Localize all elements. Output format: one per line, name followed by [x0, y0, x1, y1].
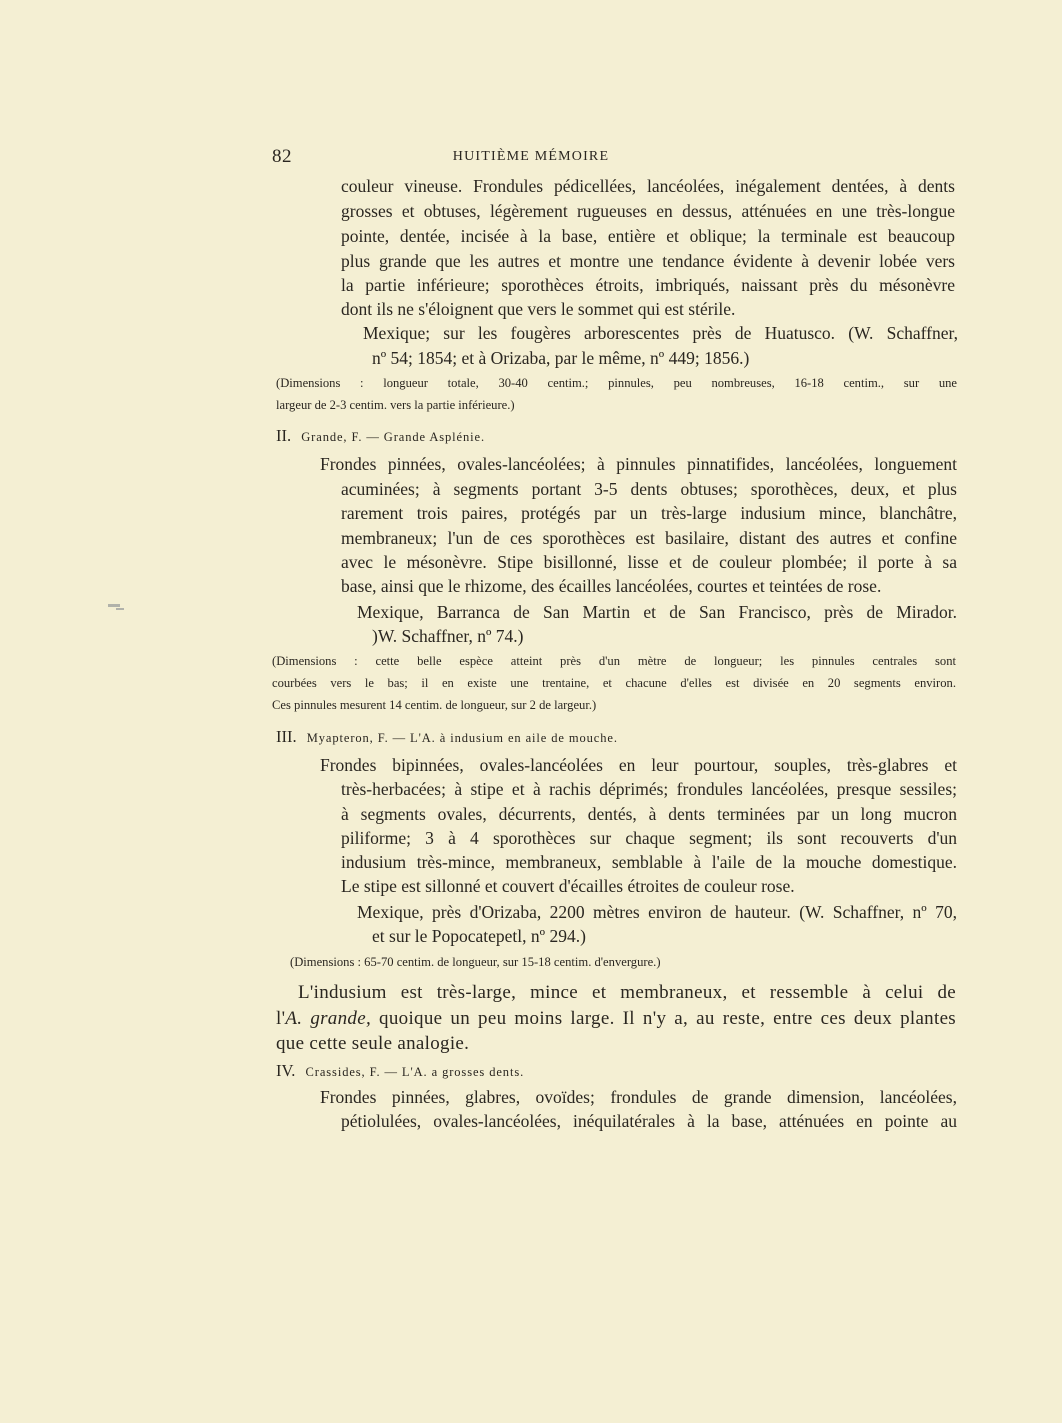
text-line: Frondes pinnées, ovales-lancéolées; à pinnules pinnatifides, lancéolées, longuement	[320, 456, 957, 474]
dimensions-note: (Dimensions : longueur totale, 30-40 centim.; pinnules, peu nombreuses, 16-18 centim., sur une	[276, 377, 957, 390]
text-line: membraneux; l'un de ces sporothèces est basilaire, distant des autres et confine	[341, 530, 957, 548]
text-line: Frondes bipinnées, ovales-lancéolées en leur pourtour, souples, très-glabres et	[320, 757, 957, 775]
species-number: IV.	[276, 1061, 296, 1080]
species-heading	[276, 1063, 524, 1080]
remark-line: L'indusium est très-large, mince et membraneux, et ressemble à celui de	[298, 983, 956, 1002]
text-line: base, ainsi que le rhizome, des écailles lancéolées, courtes et teintées de rose.	[341, 576, 882, 596]
remark-line	[276, 1009, 956, 1028]
text-line: très-herbacées; à stipe et à rachis déprimés; frondules lancéolées, presque sessiles;	[341, 781, 957, 799]
species-number: II.	[276, 426, 292, 445]
text-line: indusium très-mince, membraneux, semblable à l'aile de la mouche domestique.	[341, 854, 957, 872]
dimensions-note: largeur de 2-3 centim. vers la partie inférieure.)	[276, 398, 515, 412]
remark-line: que cette seule analogie.	[276, 1033, 470, 1054]
text-line: pétiolulées, ovales-lancéolées, inéquilatérales à la base, atténuées en pointe au	[341, 1113, 957, 1131]
text-line: couleur vineuse. Frondules pédicellées, lancéolées, inégalement dentées, à dents	[341, 178, 955, 196]
text-line: grosses et obtuses, légèrement rugueuses en dessus, atténuées en une très-longue	[341, 203, 955, 221]
remark-text: l'	[276, 1009, 286, 1028]
text-line: piliforme; 3 à 4 sporothèces sur chaque segment; ils sont recouverts d'un	[341, 830, 957, 848]
scan-speck	[116, 608, 124, 610]
dimensions-note: (Dimensions : 65-70 centim. de longueur, sur 15-18 centim. d'envergure.)	[290, 955, 661, 969]
text-line: pointe, dentée, incisée à la base, entière et oblique; la terminale est beaucoup	[341, 228, 955, 246]
dimensions-note: (Dimensions : cette belle espèce atteint près d'un mètre de longueur; les pinnules centrales sont	[272, 655, 956, 668]
text-line: Frondes pinnées, glabres, ovoïdes; frondules de grande dimension, lancéolées,	[320, 1089, 957, 1107]
text-line: la partie inférieure; sporothèces étroits, imbriqués, naissant près du mésonèvre	[341, 277, 955, 295]
text-line: à segments ovales, décurrents, dentés, à dents terminées par un long mucron	[341, 806, 957, 824]
locality-line: nº 54; 1854; et à Orizaba, par le même, nº 449; 1856.)	[372, 348, 750, 368]
species-name: Myapteron, F. — L'A. à indusium en aile de mouche.	[306, 731, 618, 745]
locality-line: )W. Schaffner, nº 74.)	[372, 626, 524, 646]
species-name: Crassides, F. — L'A. a grosses dents.	[305, 1065, 525, 1079]
dimensions-note: courbées vers le bas; il en existe une trentaine, et chacune d'elles est divisée en 20 segments environ.	[272, 677, 956, 690]
text-line: avec le mésonèvre. Stipe bisillonné, lisse et de couleur plombée; il porte à sa	[341, 554, 957, 572]
italic-species-ref: A. grande,	[285, 1009, 371, 1028]
locality-line: et sur le Popocatepetl, nº 294.)	[372, 926, 586, 946]
text-line: rarement trois paires, protégés par un très-large indusium mince, blanchâtre,	[341, 505, 957, 523]
dimensions-note: Ces pinnules mesurent 14 centim. de longueur, sur 2 de largeur.)	[272, 698, 597, 712]
locality-line: Mexique, près d'Orizaba, 2200 mètres environ de hauteur. (W. Schaffner, nº 70,	[357, 904, 957, 922]
text-line: Le stipe est sillonné et couvert d'écailles étroites de couleur rose.	[341, 876, 795, 896]
text-line: acuminées; à segments portant 3-5 dents obtuses; sporothèces, deux, et plus	[341, 481, 957, 499]
text-line: dont ils ne s'éloignent que vers le sommet qui est stérile.	[341, 299, 736, 319]
running-head: HUITIÈME MÉMOIRE	[452, 149, 610, 164]
remark-text: quoique un peu moins large. Il n'y a, au reste, entre ces deux plantes	[371, 1009, 956, 1028]
scan-speck	[108, 604, 120, 607]
text-line: plus grande que les autres et montre une tendance évidente à devenir lobée vers	[341, 253, 955, 271]
locality-line: Mexique, Barranca de San Martin et de San Francisco, près de Mirador.	[357, 604, 957, 622]
page-number: 82	[272, 146, 292, 167]
species-name: Grande, F. — Grande Asplénie.	[301, 430, 485, 444]
species-heading	[276, 428, 485, 445]
locality-line: Mexique; sur les fougères arborescentes près de Huatusco. (W. Schaffner,	[363, 325, 958, 343]
species-heading	[276, 729, 618, 746]
species-number: III.	[276, 727, 297, 746]
